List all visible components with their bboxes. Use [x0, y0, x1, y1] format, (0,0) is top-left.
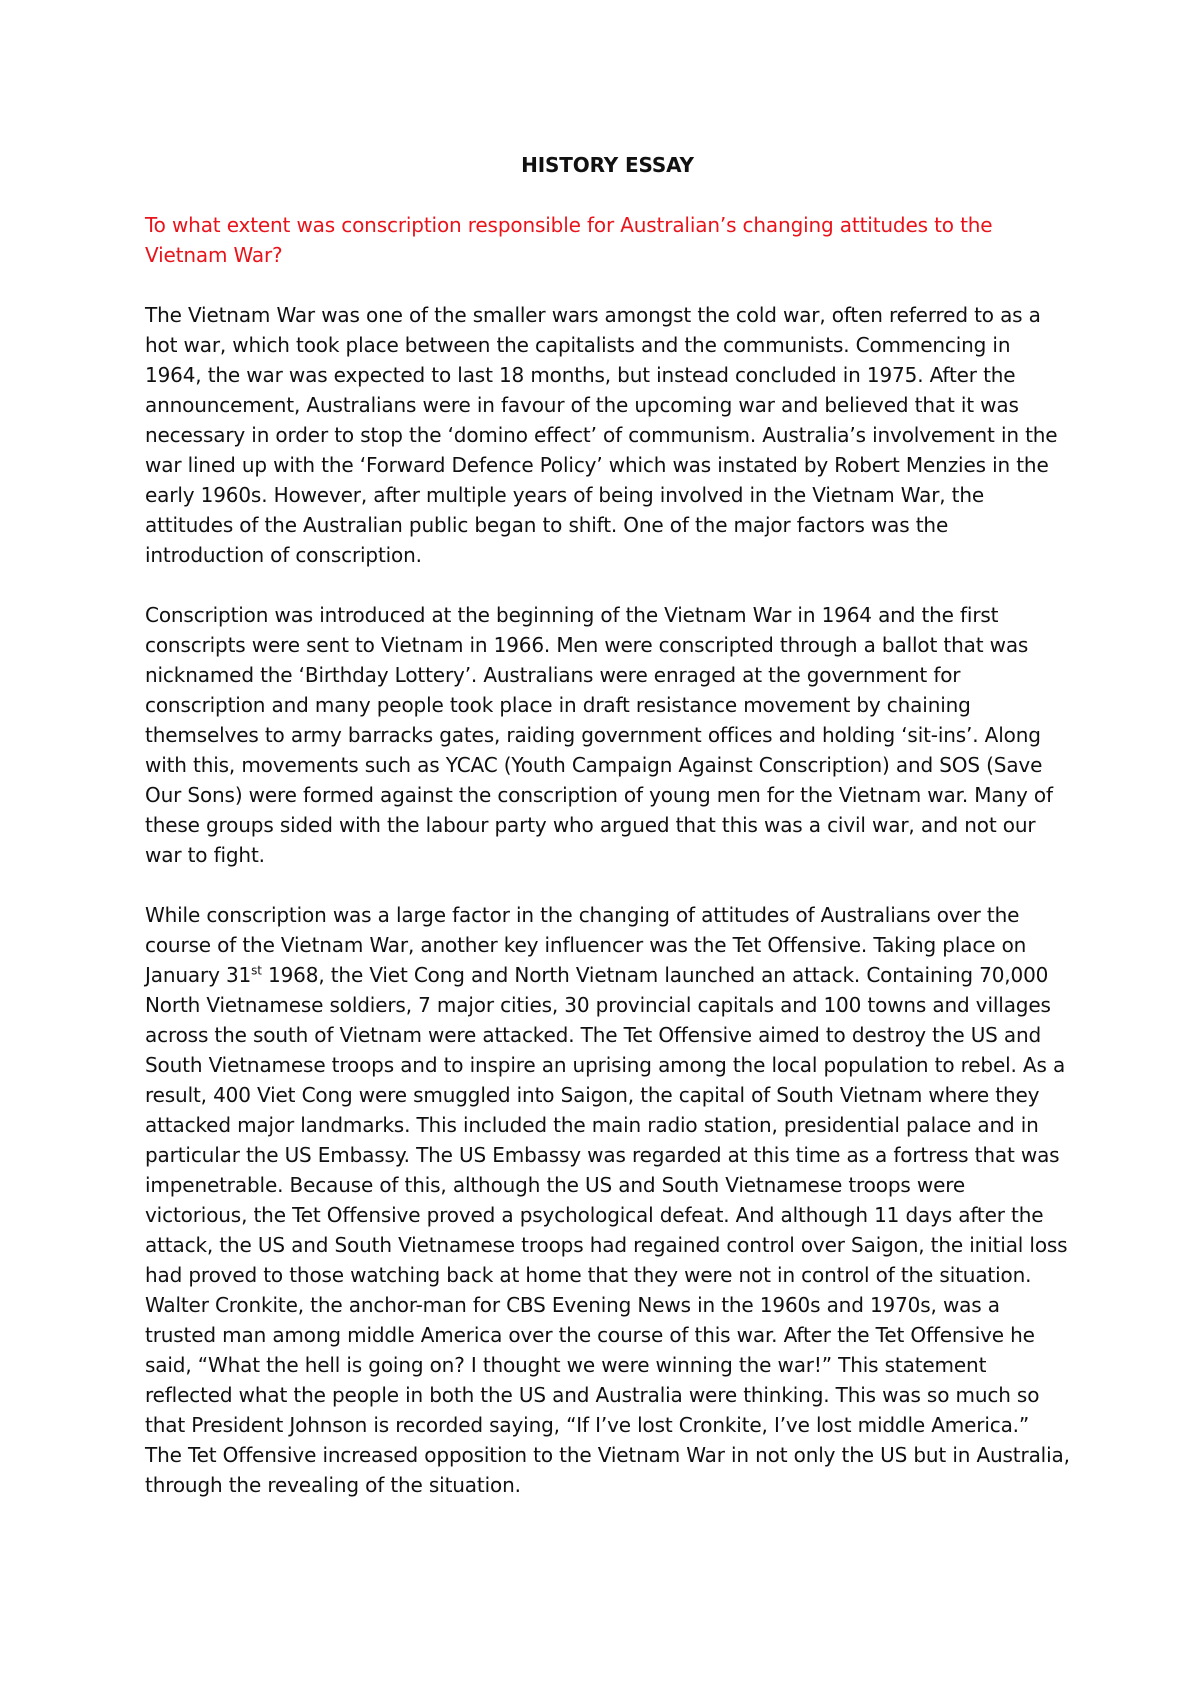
paragraph-tet-offensive [145, 900, 1070, 1500]
essay-title: HISTORY ESSAY [521, 153, 694, 177]
document-body [145, 150, 1070, 1530]
essay-question: To what extent was conscription responsible for Australian’s changing attitudes to the Vietnam War? [145, 213, 993, 267]
paragraph-conscription: Conscription was introduced at the beginning of the Vietnam War in 1964 and the first conscripts were sent to Vietnam in 1966. Men were conscripted through a ballot that was nicknamed the ‘Birthday Lottery’. Australians were enraged at the government for conscription and many people took place in draft resistance movement by chaining themselves to army barracks gates, raiding government offices and holding ‘sit-ins’. Along with this, movements such as YCAC (Youth Campaign Against Conscription) and SOS (Save Our Sons) were formed against the conscription of young men for the Vietnam war. Many of these groups sided with the labour party who argued that this was a civil war, and not our war to fight. [145, 603, 1053, 867]
ordinal-superscript: st [251, 963, 262, 978]
paragraph-introduction: The Vietnam War was one of the smaller wars amongst the cold war, often referred to as a hot war, which took place between the capitalists and the communists. Commencing in 1964, the war was expected to last 18 months, but instead concluded in 1975. After the announcement, Australians were in favour of the upcoming war and believed that it was necessary in order to stop the ‘domino effect’ of communism. Australia’s involvement in the war lined up with the ‘Forward Defence Policy’ which was instated by Robert Menzies in the early 1960s. However, after multiple years of being involved in the Vietnam War, the attitudes of the Australian public began to shift. One of the major factors was the introduction of conscription. [145, 303, 1058, 567]
paragraph-tet-offensive-part2: 1968, the Viet Cong and North Vietnam launched an attack. Containing 70,000 North Vietnamese soldiers, 7 major cities, 30 provincial capitals and 100 towns and villages across the south of Vietnam were attacked. The Tet Offensive aimed to destroy the US and South Vietnamese troops and to inspire an uprising among the local population to rebel. As a result, 400 Viet Cong were smuggled into Saigon, the capital of South Vietnam where they attacked major landmarks. This included the main radio station, presidential palace and in particular the US Embassy. The US Embassy was regarded at this time as a fortress that was impenetrable. Because of this, although the US and South Vietnamese troops were victorious, the Tet Offensive proved a psychological defeat. And although 11 days after the attack, the US and South Vietnamese troops had regained control over Saigon, the initial loss had proved to those watching back at home that they were not in control of the situation. Walter Cronkite, the anchor-man for CBS Evening News in the 1960s and 1970s, was a trusted man among middle America over the course of this war. After the Tet Offensive he said, “What the hell is going on? I thought we were winning the war!” This statement reflected what the people in both the US and Australia were thinking. This was so much so that President Johnson is recorded saying, “If I’ve lost Cronkite, I’ve lost middle America.” The Tet Offensive increased opposition to the Vietnam War in not only the US but in Australia, through the revealing of the situation. [145, 963, 1070, 1497]
paragraph-tet-offensive-part1: While conscription was a large factor in the changing of attitudes of Australians over the course of the Vietnam War, another key influencer was the Tet Offensive. Taking place on January 31 [145, 903, 1027, 987]
